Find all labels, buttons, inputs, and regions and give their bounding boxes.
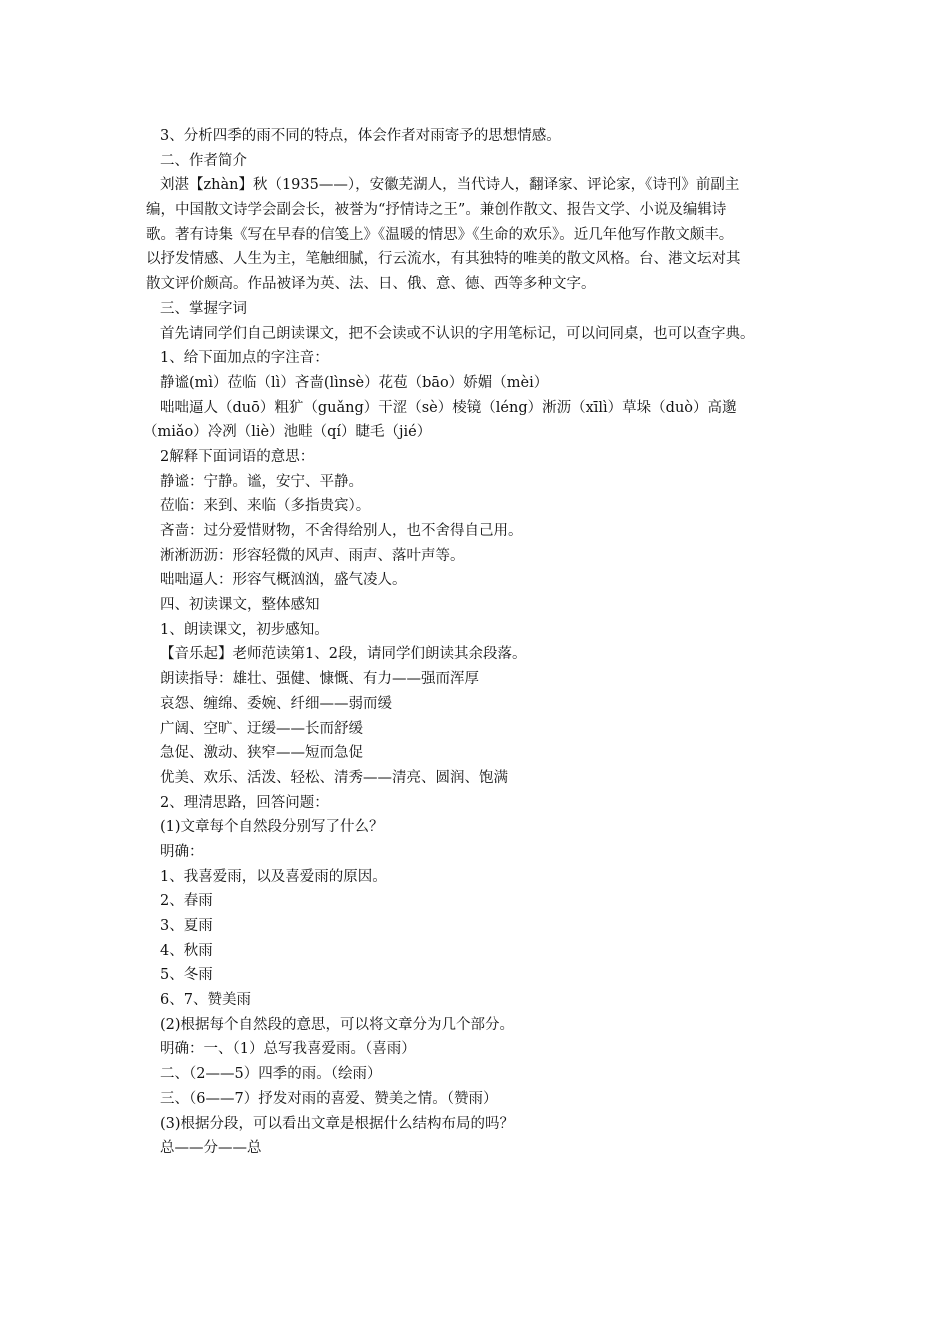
text-line: 优美、欢乐、活泼、轻松、清秀——清亮、圆润、饱满	[160, 769, 508, 786]
text-line: 咄咄逼人（duō）粗犷（guǎng）干涩（sè）棱镜（léng）淅沥（xīlì）草垛（duò）高邈	[160, 399, 737, 416]
text-line: (3)根据分段，可以看出文章是根据什么结构布局的吗？	[160, 1115, 515, 1132]
text-line: 首先请同学们自己朗读课文，把不会读或不认识的字用笔标记，可以问同桌，也可以查字典。	[160, 325, 755, 342]
text-line: 4、秋雨	[160, 942, 213, 959]
text-line: 以抒发情感、人生为主，笔触细腻，行云流水，有其独特的唯美的散文风格。台、港文坛对其	[146, 251, 741, 268]
text-line: 3、分析四季的雨不同的特点，体会作者对雨寄予的思想情感。	[160, 128, 561, 144]
text-line: 1、我喜爱雨，以及喜爱雨的原因。	[160, 868, 387, 885]
text-line: 总——分——总	[160, 1140, 262, 1157]
text-line: (2)根据每个自然段的意思，可以将文章分为几个部分。	[160, 1016, 515, 1033]
text-line: 朗读指导：雄壮、强健、慷慨、有力——强而浑厚	[160, 671, 479, 688]
text-line: 【音乐起】老师范读第1、2段，请同学们朗读其余段落。	[160, 646, 527, 663]
document-page	[143, 124, 814, 1161]
text-line: 2、春雨	[160, 893, 213, 910]
text-line: 歌。著有诗集《写在早春的信笺上》《温暖的情思》《生命的欢乐》。近几年他写作散文颇丰。	[146, 226, 734, 243]
text-line: (1)文章每个自然段分别写了什么？	[160, 819, 384, 836]
text-line: 5、冬雨	[160, 967, 213, 984]
text-line: 编，中国散文诗学会副会长，被誉为“抒情诗之王”。兼创作散文、报告文学、小说及编辑诗	[146, 202, 727, 219]
text-line: 二、作者简介	[160, 152, 247, 169]
text-line: 急促、激动、狭窄——短而急促	[160, 745, 363, 762]
text-line: 1、给下面加点的字注音：	[160, 350, 329, 367]
text-line: 吝啬：过分爱惜财物，不舍得给别人，也不舍得自己用。	[160, 523, 523, 539]
text-line: 三、（6——7）抒发对雨的喜爱、赞美之情。（赞雨）	[160, 1090, 498, 1107]
text-line: 三、掌握字词	[160, 300, 247, 317]
text-line: （miǎo）冷冽（liè）池畦（qí）睫毛（jié）	[143, 424, 432, 441]
text-line: 散文评价颇高。作品被译为英、法、日、俄、意、德、西等多种文字。	[146, 276, 596, 293]
text-line: 二、（2——5）四季的雨。（绘雨）	[160, 1066, 382, 1083]
text-line: 四、初读课文，整体感知	[160, 597, 320, 614]
text-line: 淅淅沥沥：形容轻微的风声、雨声、落叶声等。	[160, 547, 465, 564]
text-line: 明确：一、（1）总写我喜爱雨。（喜雨）	[160, 1041, 416, 1058]
text-line: 6、7、赞美雨	[160, 992, 251, 1009]
text-line: 莅临：来到、来临（多指贵宾）。	[160, 498, 371, 515]
text-line: 2、理清思路，回答问题：	[160, 794, 329, 811]
text-line: 静谧(mì）莅临（lì）吝啬(lìnsè）花苞（bāo）娇媚（mèi）	[160, 374, 549, 391]
text-line: 1、朗读课文，初步感知。	[160, 621, 329, 638]
text-line: 明确：	[160, 843, 204, 860]
text-line: 静谧：宁静。谧，安宁、平静。	[160, 473, 363, 490]
text-line: 哀怨、缠绵、委婉、纤细——弱而缓	[160, 695, 392, 712]
text-line: 广阔、空旷、迂缓——长而舒缓	[160, 720, 363, 737]
text-line: 刘湛【zhàn】秋（1935——），安徽芜湖人，当代诗人，翻译家、评论家，《诗刊》前副主	[160, 177, 740, 194]
text-line: 2解释下面词语的意思：	[160, 448, 315, 465]
text-line: 3、夏雨	[160, 918, 213, 934]
text-line: 咄咄逼人：形容气概汹汹，盛气凌人。	[160, 572, 407, 589]
